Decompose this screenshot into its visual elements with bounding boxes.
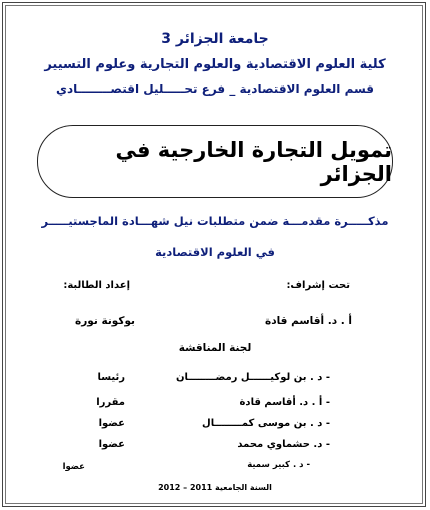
committee-member-name: - د . بن لوكيــــــل رمضــــــــان [175, 372, 330, 383]
student-label: إعداد الطالبة: [63, 280, 130, 291]
department-name: قسم العلوم الاقتصادية _ فرع تحـــــليل اقتصــــــــادي [55, 82, 375, 96]
title-box [37, 125, 393, 198]
committee-member-role: مقررا [96, 397, 125, 408]
memo-statement: مذكـــــرة مقدمـــة ضمن متطلبات نيل شهـــادة الماجستيـــــر [41, 214, 389, 228]
committee-member-role: عضوا [98, 439, 125, 450]
supervisor-label: تحت إشراف: [286, 280, 350, 291]
field-of-study: في العلوم الاقتصادية [155, 245, 275, 259]
committee-member-role: عضوا [98, 418, 125, 429]
supervisor-name: أ . د. أقاسم قادة [265, 315, 352, 327]
student-name: بوكونة نورة [75, 315, 135, 327]
committee-member-role: عضوا [62, 462, 85, 472]
committee-heading: لجنة المناقشة [178, 342, 252, 354]
thesis-title: تمويل التجارة الخارجية في الجزائر [115, 137, 392, 186]
university-name: جامعة الجزائر 3 [161, 31, 269, 47]
faculty-name: كلية العلوم الاقتصادية والعلوم التجارية وعلوم التسيير [44, 57, 386, 72]
committee-member-role: رئيسا [97, 372, 125, 383]
committee-member-name: - د. حشماوي محمد [237, 439, 330, 450]
committee-member-name: - د . بن موسى كمــــــــال [202, 418, 330, 429]
academic-year: السنة الجامعية 2011 – 2012 [158, 483, 272, 492]
committee-member-name: - أ . د. أقاسم قادة [239, 397, 330, 408]
committee-member-name: - د . كبير سمية [247, 460, 310, 470]
